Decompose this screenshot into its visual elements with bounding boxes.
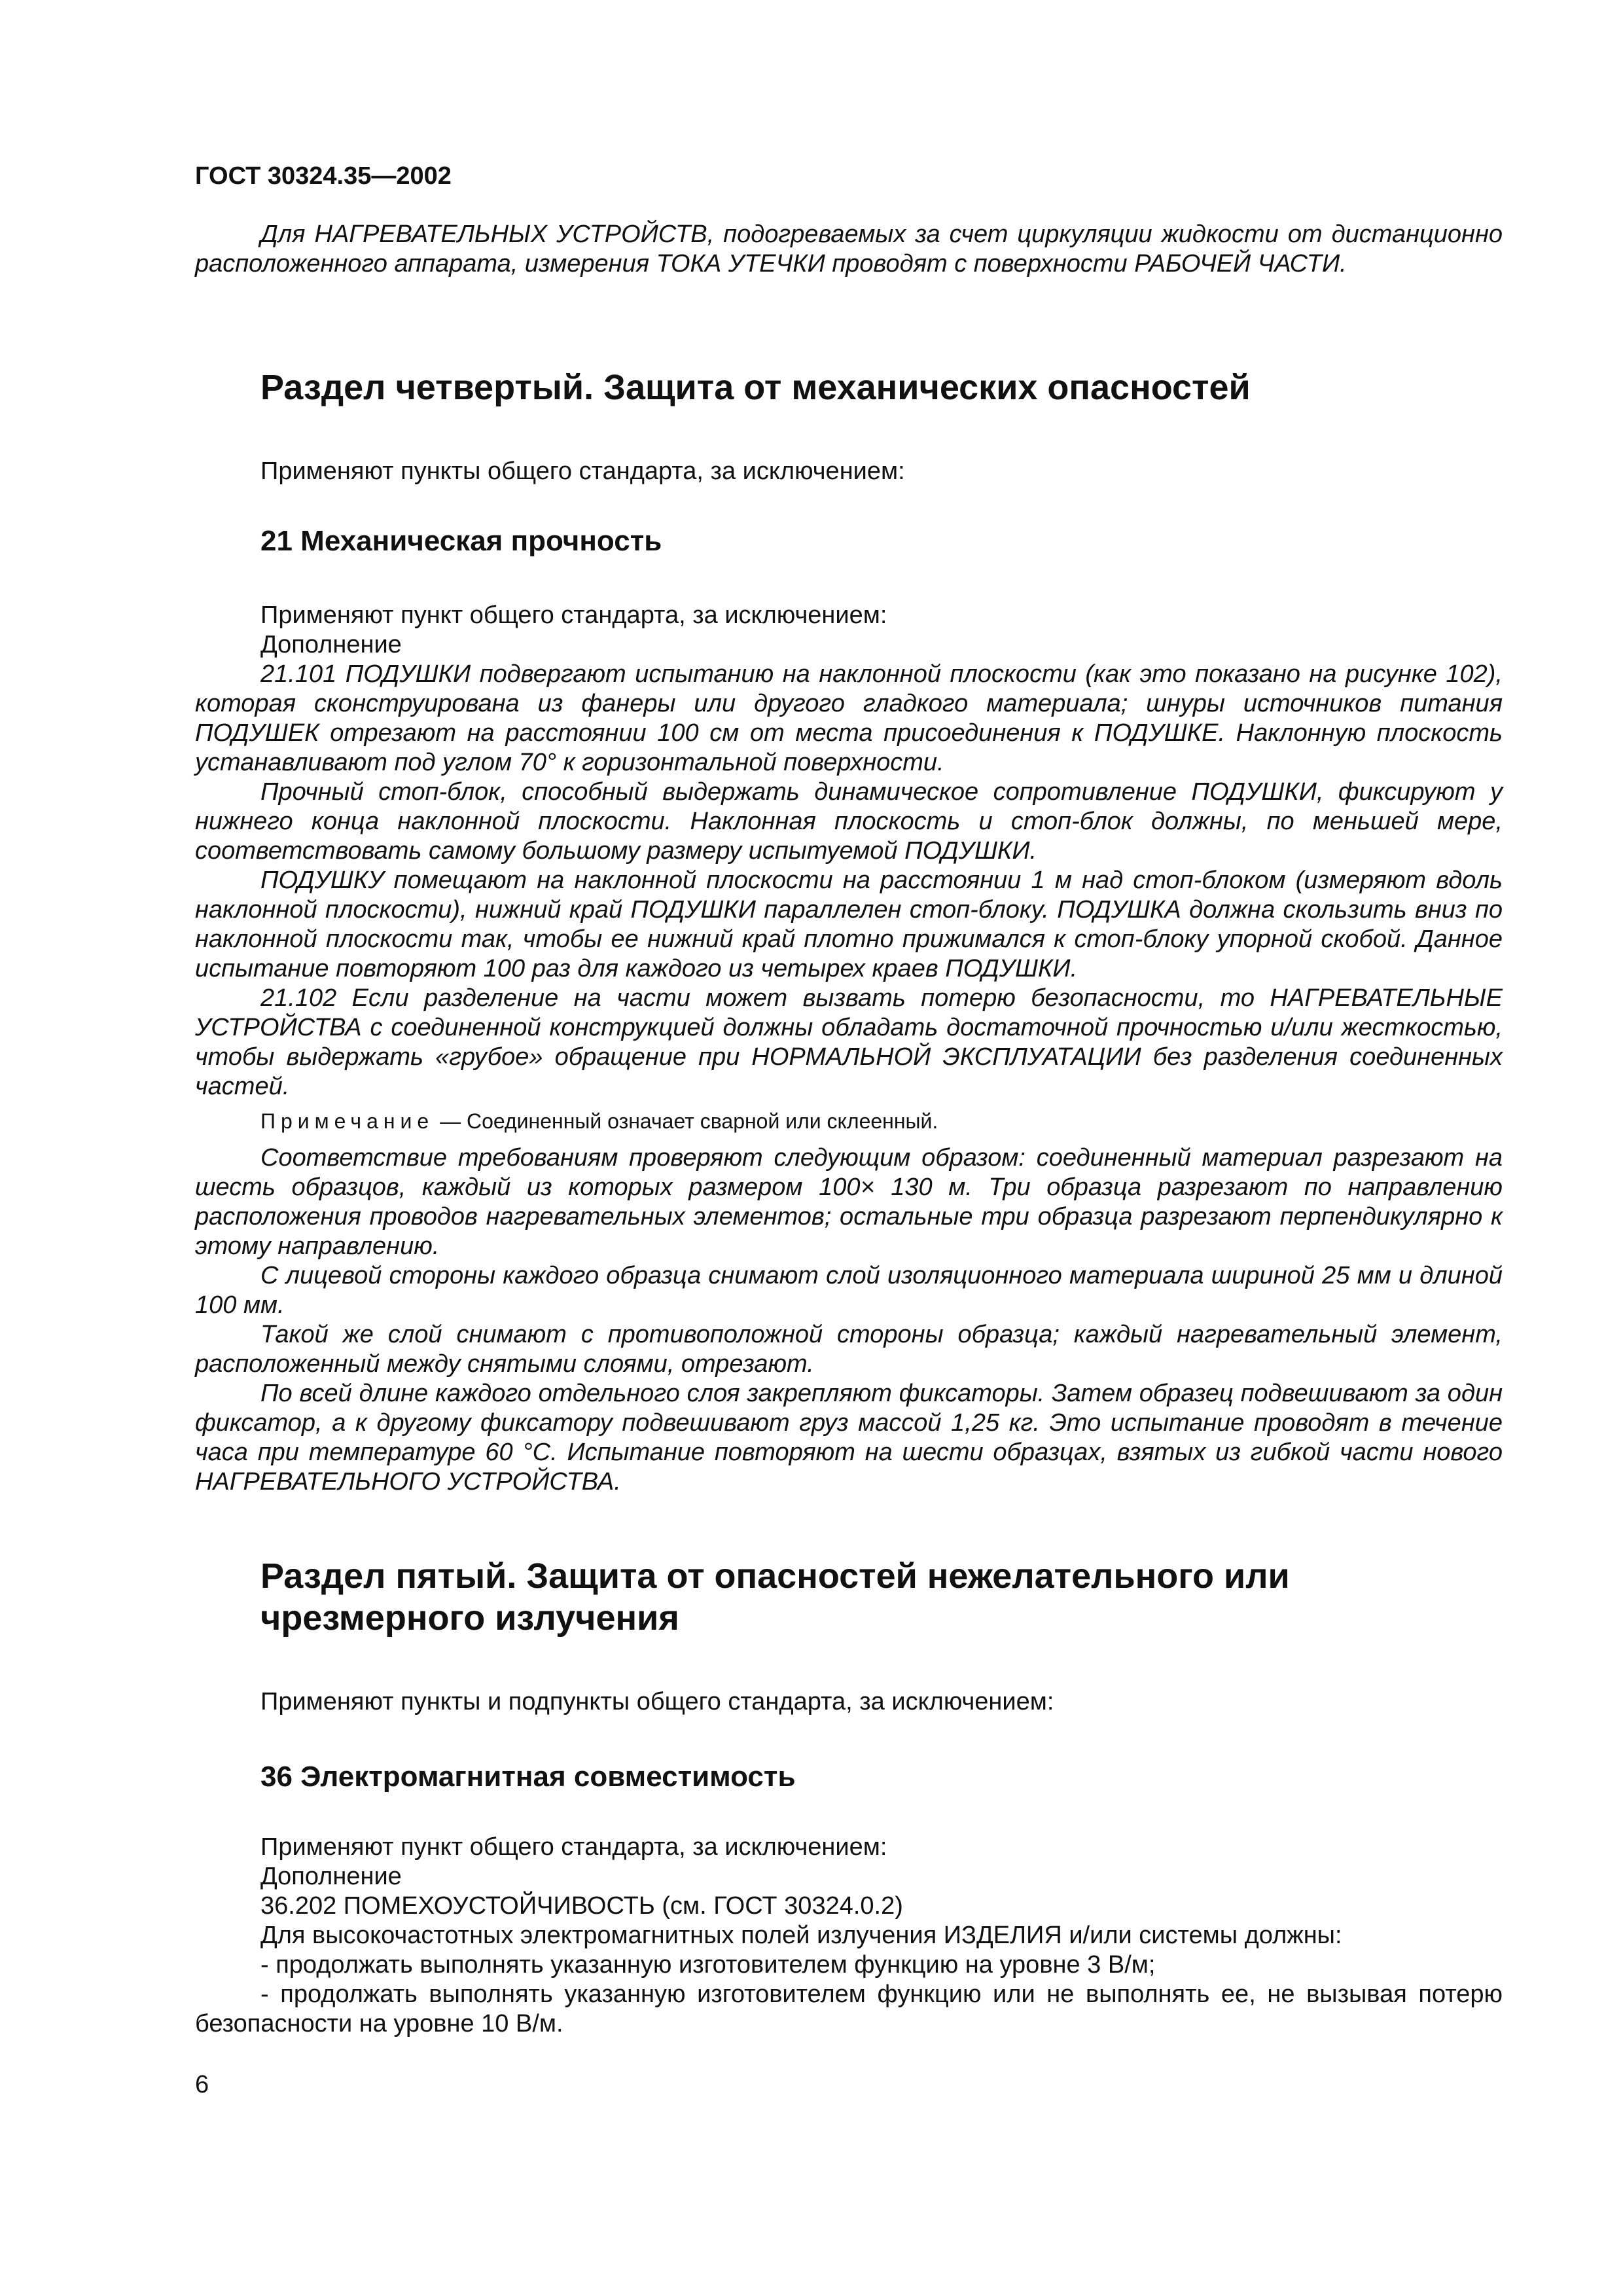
section-4-title (195, 367, 1503, 408)
clause-36-lead: Применяют пункт общего стандарта, за исключением: (260, 1833, 887, 1861)
note-text: — Соединенный означает сварной или склеенный. (434, 1109, 938, 1133)
page-number: 6 (195, 2071, 209, 2098)
clause-21-pillow-test-paragraph: ПОДУШКУ помещают на наклонной плоскости на расстоянии 1 м над стоп-блоком (измеряют вдоль наклонной плоскости), нижний край ПОДУШКИ параллелен стоп-блоку. ПОДУШКА должна скользить вниз по наклонной плоскости так, чтобы ее нижний край плотно прижимался к стоп-блоку упорной скобой. Данное испытание повторяют 100 раз для каждого из четырех краев ПОДУШКИ. (195, 867, 1503, 982)
clause-36-202-item: 36.202 ПОМЕХОУСТОЙЧИВОСТЬ (см. ГОСТ 30324.0.2) (260, 1892, 903, 1920)
clause-36-addition: Дополнение (260, 1863, 402, 1890)
clause-36-bullet-1: - продолжать выполнять указанную изготовителем функцию на уровне 3 В/м; (260, 1951, 1156, 1979)
clause-21-note (195, 1108, 1503, 1134)
clause-36-requirement: Для высокочастотных электромагнитных полей излучения ИЗДЕЛИЯ и/или системы должны: (260, 1922, 1342, 1949)
note-label: Примечание (260, 1109, 435, 1133)
section-5-lead-block (195, 1687, 1503, 1717)
intro-block (195, 220, 1503, 279)
clause-21-101-paragraph: 21.101 ПОДУШКИ подвергают испытанию на наклонной плоскости (как это показано на рисунке 102), которая сконструирована из фанеры или другого гладкого материала; шнуры источников питания ПОДУШЕК отрезают на расстоянии 100 см от места присоединения к ПОДУШКЕ. Наклонную плоскость устанавливают под углом 70° к горизонтальной поверхности. (195, 660, 1503, 776)
clause-36-heading: 36 Электромагнитная совместимость (260, 1761, 796, 1793)
section-4-lead-block (195, 457, 1503, 486)
clause-21-lead: Применяют пункт общего стандарта, за исключением: (260, 601, 887, 629)
section-5-lead: Применяют пункты и подпункты общего стандарта, за исключением: (260, 1688, 1054, 1715)
section-5-title (195, 1555, 1503, 1639)
clause-36-bullet-2: - продолжать выполнять указанную изготовителем функцию или не выполнять ее, не вызывая потерю безопасности на уровне 10 В/м. (195, 1981, 1503, 2037)
document-id-header: ГОСТ 30324.35—2002 (195, 162, 452, 190)
clause-21-102-paragraph: 21.102 Если разделение на части может вызвать потерю безопасности, то НАГРЕВАТЕЛЬНЫЕ УСТРОЙСТВА с соединенной конструкцией должны обладать достаточной прочностью и/или жесткостью, чтобы выдержать «грубое» обращение при НОРМАЛЬНОЙ ЭКСПЛУАТАЦИИ без разделения соединенных частей. (195, 984, 1503, 1100)
clause-21-body (195, 601, 1503, 1497)
section-4-lead: Применяют пункты общего стандарта, за исключением: (260, 457, 905, 485)
front-layer-paragraph: С лицевой стороны каждого образца снимают слой изоляционного материала шириной 25 мм и длиной 100 мм. (195, 1262, 1503, 1319)
section-4-heading: Раздел четвертый. Защита от механических опасностей (260, 368, 1251, 407)
fixture-paragraph: По всей длине каждого отдельного слоя закрепляют фиксаторы. Затем образец подвешивают за один фиксатор, а к другому фиксатору подвешивают груз массой 1,25 кг. Это испытание проводят в течение часа при температуре 60 °С. Испытание повторяют на шести образцах, взятых из гибкой части нового НАГРЕВАТЕЛЬНОГО УСТРОЙСТВА. (195, 1380, 1503, 1496)
compliance-paragraph: Соответствие требованиям проверяют следующим образом: соединенный материал разрезают на шесть образцов, каждый из которых размером 100× 130 м. Три образца разрезают по направлению расположения проводов нагревательных элементов; остальные три образца разрезают перпендикулярно к этому направлению. (195, 1144, 1503, 1260)
intro-paragraph: Для НАГРЕВАТЕЛЬНЫХ УСТРОЙСТВ, подогреваемых за счет циркуляции жидкости от дистанционно расположенного аппарата, измерения ТОКА УТЕЧКИ проводят с поверхности РАБОЧЕЙ ЧАСТИ. (195, 221, 1503, 278)
back-layer-paragraph: Такой же слой снимают с противоположной стороны образца; каждый нагревательный элемент, расположенный между снятыми слоями, отрезают. (195, 1321, 1503, 1378)
section-5-heading: Раздел пятый. Защита от опасностей нежелательного или чрезмерного излучения (260, 1556, 1290, 1638)
clause-36-body (195, 1833, 1503, 2039)
clause-21-title-block (195, 525, 1503, 558)
clause-36-title-block (195, 1761, 1503, 1793)
clause-21-heading: 21 Механическая прочность (260, 525, 662, 557)
clause-21-addition: Дополнение (260, 631, 402, 658)
clause-21-stop-block-paragraph: Прочный стоп-блок, способный выдержать динамическое сопротивление ПОДУШКИ, фиксируют у нижнего конца наклонной плоскости. Наклонная плоскость и стоп-блок должны, по меньшей мере, соответствовать самому большому размеру испытуемой ПОДУШКИ. (195, 778, 1503, 865)
